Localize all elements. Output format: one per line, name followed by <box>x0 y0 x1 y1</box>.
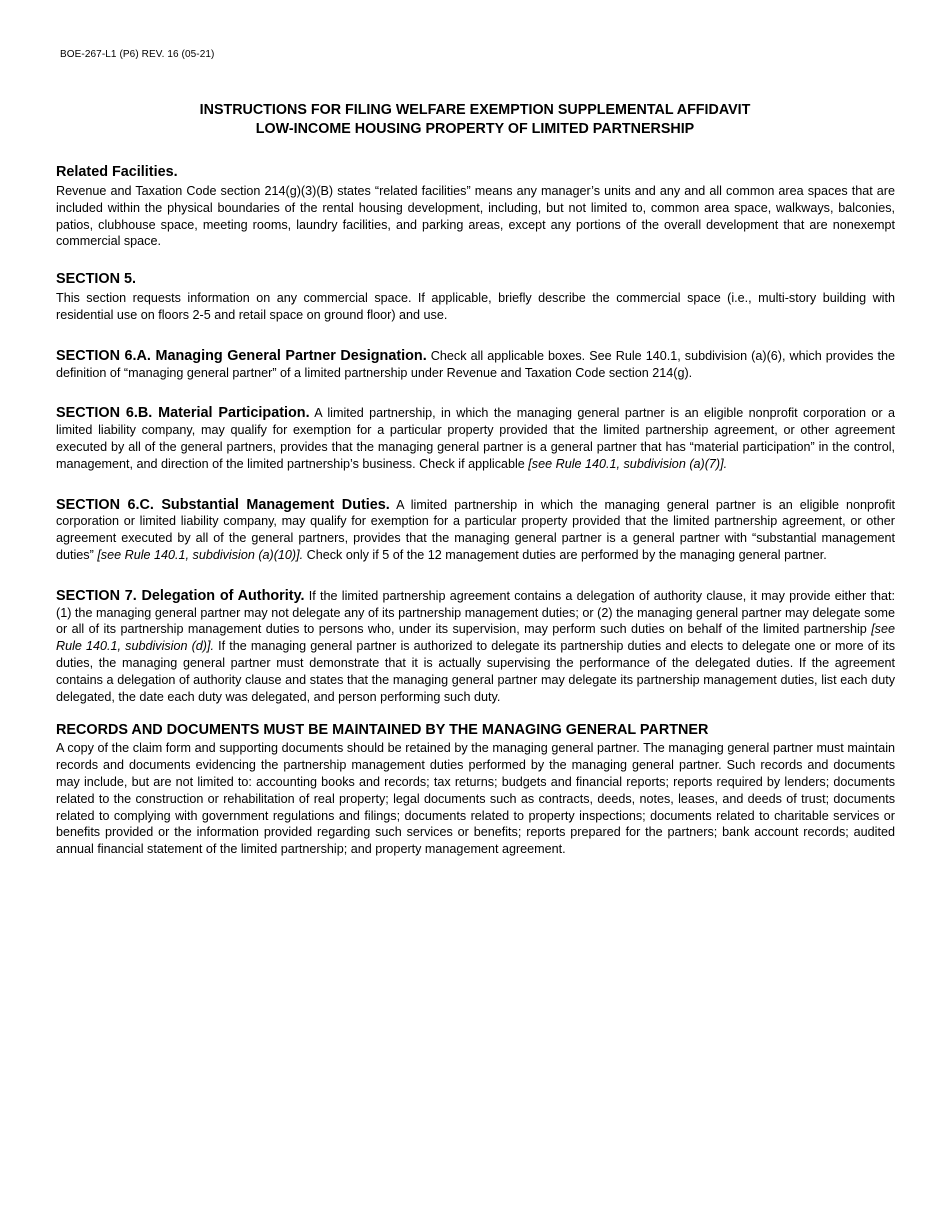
section-7-rule-reference: [see Rule 140.1, subdivision (d)]. <box>56 622 895 654</box>
title-line-2: LOW-INCOME HOUSING PROPERTY OF LIMITED PARTNERSHIP <box>255 121 695 137</box>
section-5-text: This section requests information on any commercial space. If applicable, briefly describe the commercial space (i.e., multi-story building with residential use on floors 2-5 and retail space on ground floor) and use. <box>56 291 895 322</box>
section-6b-paragraph <box>56 405 895 472</box>
document-body <box>56 163 895 880</box>
section-7-text: If the limited partnership agreement contains a delegation of authority clause, it may provide either that: (1) the managing general partner may not delegate any of its partnership management duties; or (2) the managing general partner may delegate some or all of its partnership management duties to persons who, under its supervision, may perform such duties on behalf of the limited partnership <box>56 588 895 637</box>
section-6c-text: A limited partnership in which the managing general partner is an eligible nonprofit corporation or limited liability company, may qualify for exemption for a particular property provided that the limited partnership agreement, or other agreement executed by all of the general partners, provides that the managing general partner is a general partner with “substantial management duties” <box>56 497 895 562</box>
section-6a-heading: SECTION 6.A. Managing General Partner Designation. <box>56 347 427 364</box>
document-title <box>0 101 950 139</box>
section-6c-paragraph <box>56 497 895 564</box>
section-7 <box>56 588 895 706</box>
title-line-1: INSTRUCTIONS FOR FILING WELFARE EXEMPTION SUPPLEMENTAL AFFIDAVIT <box>199 102 751 118</box>
related-facilities-heading: Related Facilities. <box>56 164 178 180</box>
section-7-paragraph <box>56 588 895 706</box>
section-6b <box>56 405 895 472</box>
section-6b-heading: SECTION 6.B. Material Participation. <box>56 405 310 422</box>
related-facilities-text: Revenue and Taxation Code section 214(g)(3)(B) states “related facilities” means any manager’s units and any and all common area spaces that are included within the physical boundaries of the rental housing development, including, but not limited to, common area space, walkways, balconies, patios, clubhouse space, meeting rooms, laundry facilities, and parking areas, except any portions of the overall development that are nonexempt commercial space. <box>56 184 895 249</box>
related-facilities-section <box>56 163 895 250</box>
section-6a <box>56 348 895 382</box>
form-id: BOE-267-L1 (P6) REV. 16 (05-21) <box>60 49 215 60</box>
section-6b-text: A limited partnership, in which the managing general partner is an eligible nonprofit corporation or a limited liability company, may qualify for exemption for a particular property provided that the limited partnership agreement, or other agreement executed by all of the general partners, provides that the managing general partner is a general partner that has “material participation” in the control, management, and direction of the limited partnership’s business. Check if applicable <box>56 406 895 471</box>
section-6c <box>56 497 895 564</box>
section-7-heading: SECTION 7. Delegation of Authority. <box>56 587 305 604</box>
section-6c-text-end: Check only if 5 of the 12 management duties are performed by the managing general partner. <box>303 547 827 562</box>
section-6a-text: Check all applicable boxes. See Rule 140.1, subdivision (a)(6), which provides the definition of “managing general partner” of a limited partnership under Revenue and Taxation Code section 214(g). <box>56 348 895 380</box>
records-text: A copy of the claim form and supporting documents should be retained by the managing general partner. The managing general partner must maintain records and documents evidencing the partnership management duties performed by the managing general partner. Such records and documents may include, but are not limited to: accounting books and records; tax returns; budgets and financial reports; reports required by lenders; documents related to the construction or rehabilitation of real property; legal documents such as contracts, deeds, notes, leases, and deeds of trust; documents related to complying with government regulations and filings; documents related to property inspections; documents related to charitable services or benefits provided or the information provided regarding such services or benefits; reports prepared for the partners; bank account records; audited annual financial statement of the limited partnership; and property management agreement. <box>56 741 895 857</box>
section-6b-rule-reference: [see Rule 140.1, subdivision (a)(7)]. <box>528 456 728 471</box>
section-5 <box>56 270 895 324</box>
section-6c-heading: SECTION 6.C. Substantial Management Duties. <box>56 496 390 513</box>
section-6c-rule-reference: [see Rule 140.1, subdivision (a)(10)]. <box>97 547 304 562</box>
section-6a-paragraph <box>56 348 895 382</box>
section-7-text-end: If the managing general partner is authorized to delegate its partnership duties and elects to delegate one or more of its duties, the managing general partner must demonstrate that it is actually supervising the performance of the delegated duties. If the agreement contains a delegation of authority clause and states that the managing general partner may delegate its partnership management duties, list each duty delegated, the date each duty was delegated, and person performing such duty. <box>56 639 895 704</box>
section-5-heading: SECTION 5. <box>56 271 136 288</box>
records-section <box>56 721 895 858</box>
records-heading: RECORDS AND DOCUMENTS MUST BE MAINTAINED BY THE MANAGING GENERAL PARTNER <box>56 722 709 739</box>
